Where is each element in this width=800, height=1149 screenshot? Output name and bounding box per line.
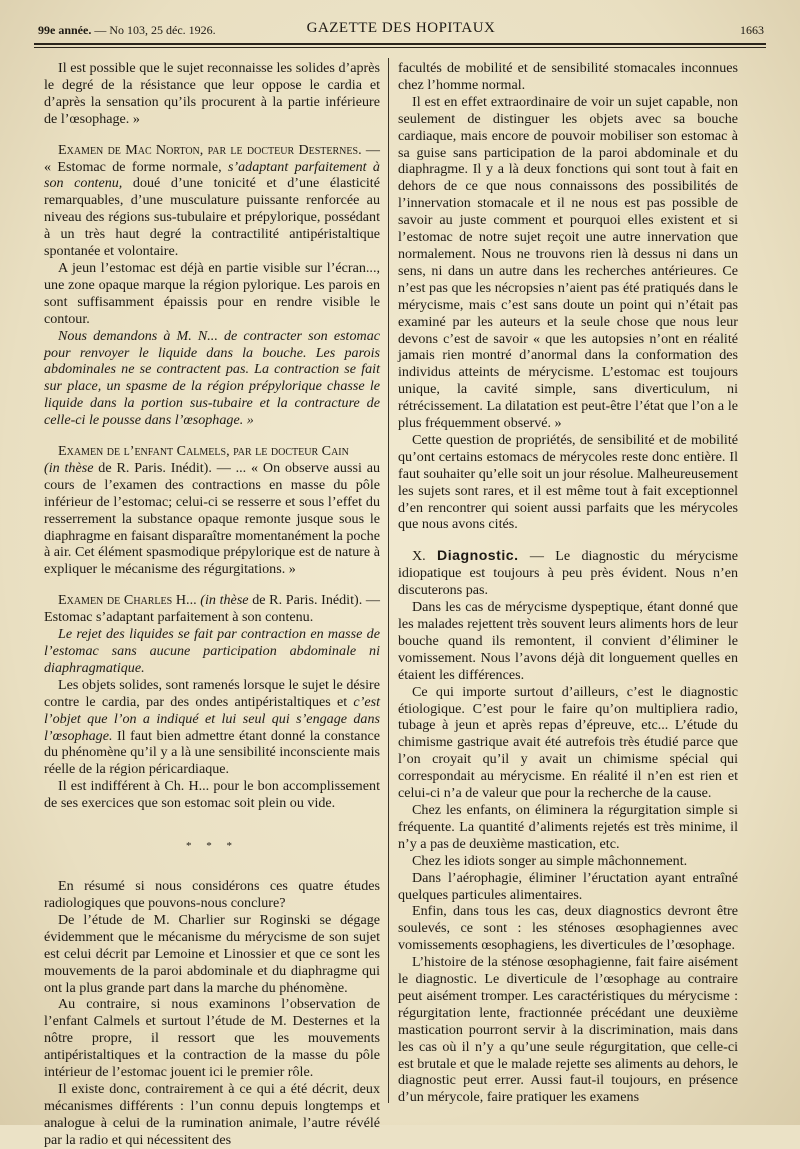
page-header bbox=[38, 20, 764, 42]
paragraph: Dans les cas de mérycisme dyspeptique, étant donné que les malades rejettent très souvent leurs aliments hors de leur bouche quand ils remontent, il convient d’éliminer le vomissement. Nous l’avons déjà dit longuement quelles en étaient les différences. bbox=[398, 599, 738, 683]
header-rule-thick bbox=[34, 43, 766, 45]
paragraph: Il existe donc, contrairement à ce qui a été décrit, deux mécanismes différents : l’un connu depuis longtemps et analogue à celui de la rumination animale, l’autre révélé par la radio et qui nécessitent des bbox=[44, 1080, 380, 1148]
paragraph: Cette question de propriétés, de sensibilité et de mobilité qu’ont certains estomacs de mérycoles reste donc entière. Il faut souhaiter qu’elle soit un jour résolue. Malheureusement les sujets sont rares, et il est même tout à fait exceptionnel d’en rencontrer qui soient aussi parfaits que les mérycoles que nous avons cités. bbox=[398, 431, 738, 533]
header-rule-thin bbox=[34, 47, 766, 48]
paragraph: Ce qui importe surtout d’ailleurs, c’est le diagnostic étiologique. C’est pour le faire qu’on multipliera radio, tubage à jeun et après repas d’épreuve, etc... L’étude du chimisme gastrique avait été autrefois très étudié parce que l’on croyait qu’il y avait un chimisme spécial qui correspondait au mérycisme. En réalité il n’en est rien et celui-ci n’a de valeur que pour la recherche de la cause. bbox=[398, 683, 738, 802]
issue-number: — No 103, 25 déc. 1926. bbox=[91, 23, 216, 37]
paragraph: Au contraire, si nous examinons l’observation de l’enfant Calmels et surtout l’étude de M. Desternes et la nôtre propre, il ressort que les mouvements antipéristaltiques et la contraction de la masse du pôle intérieur de l’estomac jouent ici le premier rôle. bbox=[44, 996, 380, 1081]
column-divider bbox=[388, 58, 389, 1103]
exam-paragraph: Examen de Charles H... (in thèse de R. Paris. Inédit). — Estomac s’adaptant parfaitement à son contenu. bbox=[44, 592, 380, 626]
section-heading: Examen de l’enfant Calmels, par le docteur Cain bbox=[58, 443, 349, 460]
year-label: 99e année. bbox=[38, 23, 92, 37]
paragraph: Il est en effet extraordinaire de voir un sujet capable, non seulement de distinguer les objets avec sa bouche cardiaque, mais encore de pouvoir mobiliser son estomac à sa guise sans participation de la paroi abdominale et du diaphragme. Il y a là deux fonctions qui sont tout à fait en dehors de ce que nous connaissons des possibilités de l’innervation stomacale et il ne nous est pas possible de savoir au juste comment et pourquoi elles existent et si l’estomac de notre sujet reçoit une autre innervation que normalement. Nous ne trouvons rien là dessus ni dans un sens, ni dans un autre dans les recherches antérieures. Ce n’est pas que les nécropsies n’aient pas été pratiqués dans le mérycisme, mais c’est sans doute un point qui n’était pas examiné par les auteurs et la seule chose que nous leur devons c’est de savoir « que les autopsies n’ont en réalité jamais rien montré d’anormal dans la conformation des individus atteints de mérycisme. L’estomac est toujours unique, la cavité simple, sans diverticulum, ni rétrécissement. La dilatation est peut-être l’état que l’on a le plus fréquemment observé. » bbox=[398, 93, 738, 432]
section-heading: Examen de Mac Norton, par le docteur Desternes. bbox=[58, 141, 362, 158]
paragraph: Les objets solides, sont ramenés lorsque le sujet le désire contre le cardia, par des ondes antipéristaltiques et c’est l’objet que l’on a indiqué et lui seul qui s’engage dans l’œsophage. Il faut bien admettre étant donné la constance du phénomène qu’il y a là une sensibilité inconsciente mais réelle de la région péricardiaque. bbox=[44, 676, 380, 778]
paragraph: Chez les enfants, on éliminera la régurgitation simple si fréquente. La quantité d’aliments rejetés est très minime, il n’y a pas de deuxième mastication, etc. bbox=[398, 801, 738, 852]
page-number: 1663 bbox=[740, 23, 764, 37]
paragraph: En résumé si nous considérons ces quatre études radiologiques que pouvons-nous conclure? bbox=[44, 878, 380, 911]
section-separator: * * * bbox=[186, 840, 238, 853]
paragraph: Enfin, dans tous les cas, deux diagnostics devront être soulevés, ce sont : les sténoses œsophagiennes avec vomissements œsophagiens, les diverticules de l’œsophage. bbox=[398, 903, 738, 954]
right-column bbox=[398, 60, 738, 1106]
paragraph: Chez les idiots songer au simple mâchonnement. bbox=[412, 852, 688, 869]
paragraph: Il est indifférent à Ch. H... pour le bon accomplissement de ses exercices que son estomac soit plein ou vide. bbox=[44, 778, 380, 812]
section-number: X. bbox=[412, 548, 438, 565]
paragraph: Il est possible que le sujet reconnaisse les solides d’après le degré de la résistance que leur oppose le cardia et d’après la sensation qu’ils procurent à la partie inférieure de l’œsophage. » bbox=[44, 60, 380, 127]
paragraph: facultés de mobilité et de sensibilité stomacales inconnues chez l’homme normal. bbox=[398, 60, 738, 93]
left-column bbox=[44, 60, 380, 1149]
section-heading: Diagnostic. bbox=[437, 547, 519, 564]
paragraph: Dans l’aérophagie, éliminer l’éructation ayant entraîné quelques particules alimentaires. bbox=[398, 869, 738, 903]
paragraph: Nous demandons à M. N... de contracter son estomac pour renvoyer le liquide dans la bouche. Les parois abdominales ne se contractent pas. La contraction se fait sur place, un spasme de la région prépylorique chasse le liquide dans la portion sus-tubaire et la contracture de celle-ci le pousse dans l’œsophage. » bbox=[44, 327, 380, 429]
paragraph: L’histoire de la sténose œsophagienne, fait faire aisément le diagnostic. Le diverticule de l’œsophage au contraire peut aisément tromper. Les caractéristiques du mérycisme : régurgitation lente, fractionnée précédant une deuxième mastication pourront servir à la discrimination, mais dans les cas où il n’y a qu’une seule régurgitation, que celle-ci est brutale et que le malade rejette ses aliments au dehors, le diagnostic peut errer. Aussi faut-il toujours, en présence d’un mérycole, faire pratiquer les examens bbox=[398, 954, 738, 1106]
paragraph: A jeun l’estomac est déjà en partie visible sur l’écran..., une zone opaque marque la région pylorique. Les parois en sont suffisamment épaissis pour en rendre visible le contour. bbox=[44, 259, 380, 327]
journal-title: GAZETTE DES HOPITAUX bbox=[306, 20, 496, 36]
section-heading: Examen de Charles H... bbox=[58, 592, 197, 609]
paragraph: De l’étude de M. Charlier sur Roginski se dégage évidemment que le mécanisme du mérycisme de son sujet est celui décrit par Lemoine et Linossier et que ce sont les mouvements de la paroi abdominale et du diaphragme qui ont la plus grande part dans la marche du phénomène. bbox=[44, 911, 380, 996]
paragraph: (in thèse de R. Paris. Inédit). — ... « On observe aussi au cours de l’examen des contractions en masse du pôle inférieur de l’estomac; celui-ci se resserre et sous l’effet du resserrement la substance opaque remonte jusque sous le diaphragme en faisant disparaître momentanément la poche à air. Cet élément spasmodique prépylorique est de nature à expliquer le mécanisme des régurgitations. » bbox=[44, 459, 381, 578]
exam-paragraph: Examen de Mac Norton, par le docteur Desternes. — « Estomac de forme normale, s’adaptant parfaitement à son contenu, doué d’une tonicité et d’une élasticité remarquables, d’une musculature puissante renforcée au niveau des régions sus-tubulaire et prépylorique, possédant à un très haut degré la contractilité antipéristaltique spontanée et volontaire. bbox=[44, 141, 380, 260]
diagnostic-paragraph: X. Diagnostic. — Le diagnostic du mérycisme idiopatique est toujours à peu près évident. Nous n’en discuterons pas. bbox=[398, 547, 738, 599]
paragraph: Le rejet des liquides se fait par contraction en masse de l’estomac sans aucune participation abdominale ni diaphragmatique. bbox=[44, 626, 380, 676]
